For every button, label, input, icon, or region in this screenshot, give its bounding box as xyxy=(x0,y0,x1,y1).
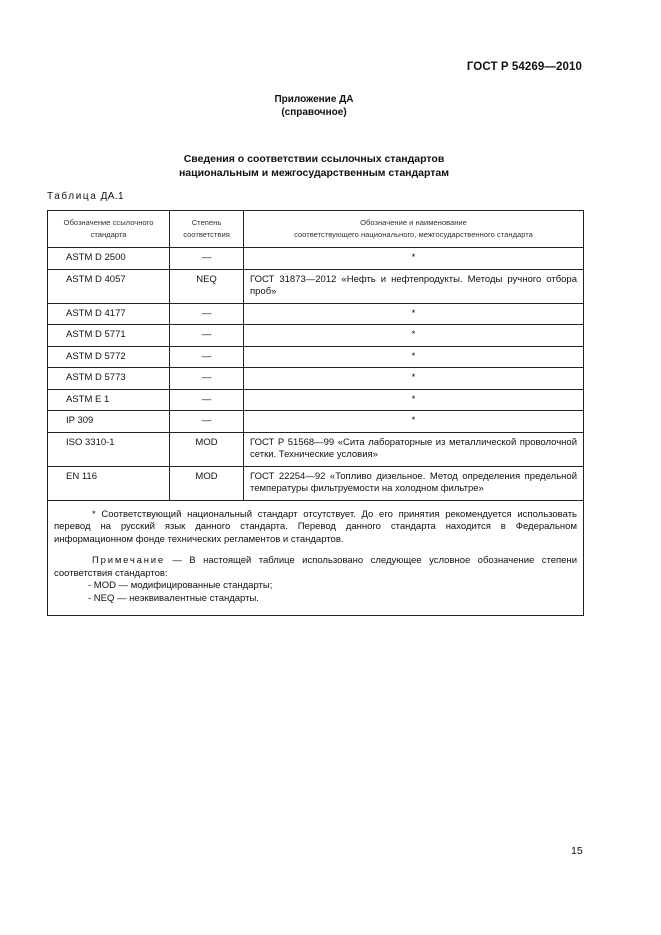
cell-reference: ASTM D 5773 xyxy=(48,368,170,390)
table-row xyxy=(48,411,584,433)
table-header-row xyxy=(48,211,584,248)
note xyxy=(54,555,577,580)
note-item-mod: - MOD — модифицированные стандарты; xyxy=(88,580,273,591)
section-title-line1: Сведения о соответствии ссылочных стандартов xyxy=(183,153,445,165)
table-row xyxy=(48,325,584,347)
header-reference-line1: Обозначение ссылочного xyxy=(63,218,154,227)
table-row xyxy=(48,269,584,303)
cell-degree: MOD xyxy=(170,432,244,466)
table-row xyxy=(48,466,584,500)
cell-degree: — xyxy=(170,368,244,390)
cell-degree: — xyxy=(170,389,244,411)
cell-national: * xyxy=(244,325,584,347)
table-caption-number: ДА.1 xyxy=(100,191,124,202)
section-title xyxy=(0,153,628,180)
cell-degree: — xyxy=(170,325,244,347)
header-reference-standard xyxy=(48,211,170,248)
cell-reference: ASTM D 4057 xyxy=(48,269,170,303)
cell-degree: — xyxy=(170,411,244,433)
cell-degree: MOD xyxy=(170,466,244,500)
correspondence-table xyxy=(47,210,584,616)
table-row xyxy=(48,432,584,466)
cell-national: ГОСТ 22254—92 «Топливо дизельное. Метод определения предельной температуры фильтруемости на холодном фильтре» xyxy=(244,466,584,500)
header-degree-line1: Степень xyxy=(191,218,222,227)
header-reference-line2: стандарта xyxy=(90,230,127,239)
table-caption-word: Таблица xyxy=(47,191,98,202)
header-national-line2: соответствующего национального, межгосударственного стандарта xyxy=(294,230,533,239)
page-number: 15 xyxy=(571,845,583,857)
cell-national: * xyxy=(244,346,584,368)
cell-reference: ASTM E 1 xyxy=(48,389,170,411)
cell-national: * xyxy=(244,389,584,411)
table-footer-row xyxy=(48,500,584,616)
table-row xyxy=(48,248,584,270)
cell-reference: ASTM D 5772 xyxy=(48,346,170,368)
appendix-heading xyxy=(0,93,628,119)
cell-degree: — xyxy=(170,248,244,270)
table-caption xyxy=(47,191,124,202)
cell-national: ГОСТ 31873—2012 «Нефть и нефтепродукты. Методы ручного отбора проб» xyxy=(244,269,584,303)
header-degree xyxy=(170,211,244,248)
cell-national: * xyxy=(244,368,584,390)
table-row xyxy=(48,368,584,390)
appendix-title: Приложение ДА xyxy=(274,94,354,105)
header-degree-line2: соответствия xyxy=(183,230,230,239)
cell-national: ГОСТ Р 51568—99 «Сита лабораторные из металлической проволочной сетки. Технические условия» xyxy=(244,432,584,466)
appendix-subtitle: (справочное) xyxy=(281,107,347,118)
cell-degree: — xyxy=(170,303,244,325)
cell-degree: NEQ xyxy=(170,269,244,303)
cell-national: * xyxy=(244,303,584,325)
cell-reference: ASTM D 5771 xyxy=(48,325,170,347)
note-item-neq: - NEQ — неэквивалентные стандарты. xyxy=(88,592,259,604)
note-label: Примечание xyxy=(92,555,165,566)
cell-reference: ASTM D 4177 xyxy=(48,303,170,325)
cell-reference: ASTM D 2500 xyxy=(48,248,170,270)
header-national-line1: Обозначение и наименование xyxy=(360,218,467,227)
table-footer xyxy=(48,500,584,616)
header-national-standard xyxy=(244,211,584,248)
cell-reference: IP 309 xyxy=(48,411,170,433)
table-row xyxy=(48,346,584,368)
cell-degree: — xyxy=(170,346,244,368)
cell-reference: ISO 3310-1 xyxy=(48,432,170,466)
document-code: ГОСТ Р 54269—2010 xyxy=(466,61,582,73)
table-row xyxy=(48,389,584,411)
section-title-line2: национальным и межгосударственным стандартам xyxy=(178,166,450,179)
footnote: * Соответствующий национальный стандарт отсутствует. До его принятия рекомендуется использовать перевод на русский язык данного стандарта. Перевод данного стандарта находится в Федеральном информационном фонде технических регламентов и стандартов. xyxy=(54,508,577,545)
cell-national: * xyxy=(244,411,584,433)
cell-reference: EN 116 xyxy=(48,466,170,500)
cell-national: * xyxy=(244,248,584,270)
note-text: — В настоящей таблице использовано следующее условное обозначение степени соответствия стандартов: xyxy=(54,555,577,579)
table-row xyxy=(48,303,584,325)
